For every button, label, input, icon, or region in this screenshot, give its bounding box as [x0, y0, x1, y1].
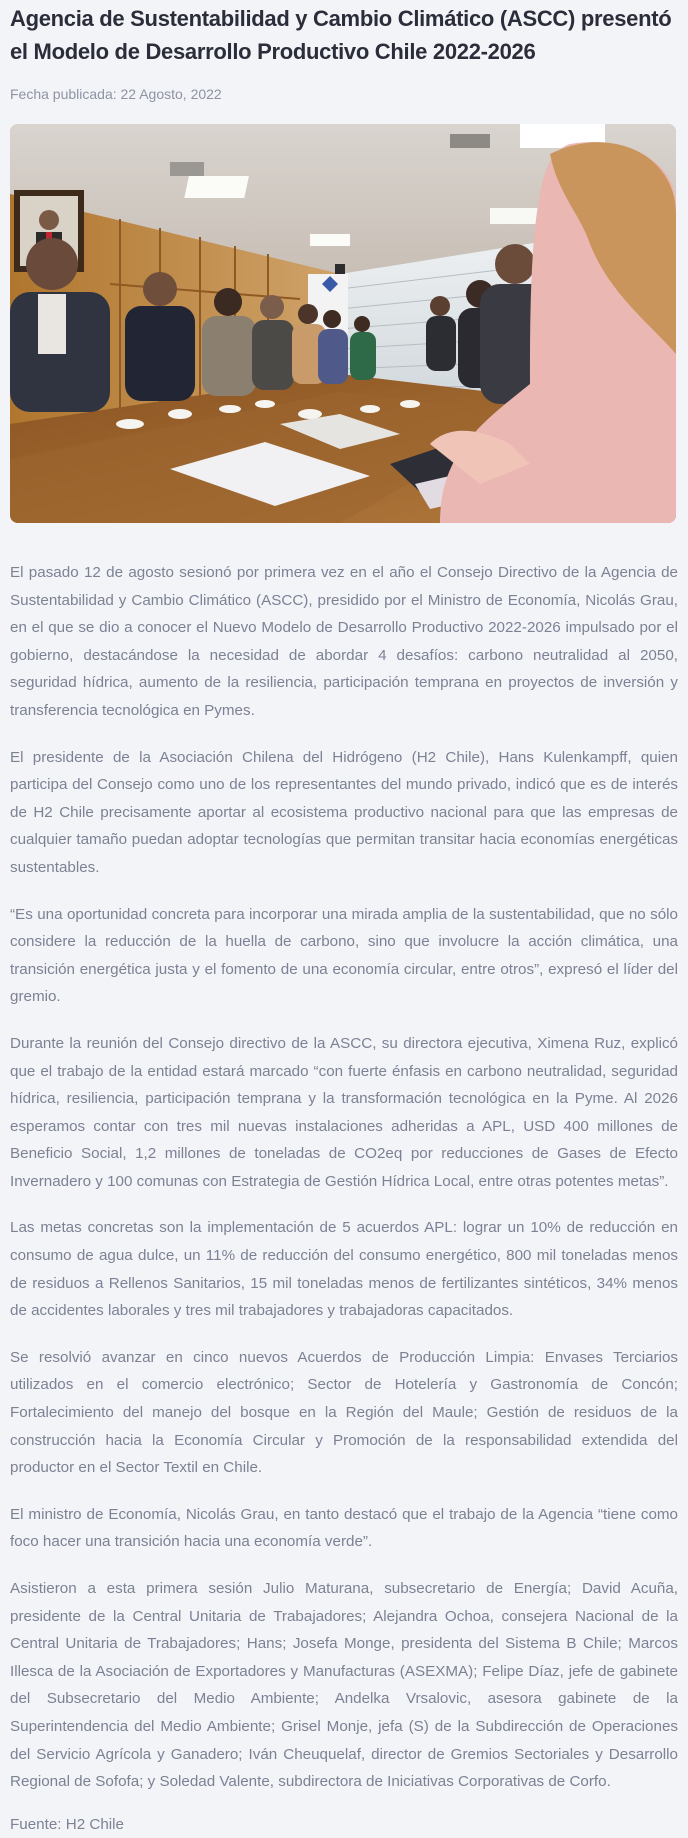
paragraph: Durante la reunión del Consejo directivo de la ASCC, su directora ejecutiva, Ximena Ruz, explicó que el trabajo de la entidad estará marcado “con fuerte énfasis en carbono neutralidad, seguridad hídrica, resiliencia, participación temprana y la transformación tecnológica en la Pyme. Al 2026 esperamos contar con tres mil nuevas instalaciones adheridas a APL, USD 400 millones de Beneficio Social, 1,2 millones de toneladas de CO2eq por reducciones de Gases de Efecto Invernadero y 100 comunas con Estrategia de Gestión Hídrica Local, entre otras potentes metas”.: [10, 1034, 678, 1190]
meeting-room-image: [10, 124, 676, 523]
paragraph: Asistieron a esta primera sesión Julio Maturana, subsecretario de Energía; David Acuña, presidente de la Central Unitaria de Trabajadores; Alejandra Ochoa, consejera Nacional de la Central Unitaria de Trabajadores; Hans; Josefa Monge, presidenta del Sistema B Chile; Marcos Illesca de la Asociación de Exportadores y Manufacturas (ASEXMA); Felipe Díaz, jefe de gabinete del Subsecretario del Medio Ambiente; Andelka Vrsalovic, asesora gabinete de la Superintendencia del Medio Ambiente; Grisel Monje, jefa (S) de la Subdirección de Operaciones del Servicio Agrícola y Ganadero; Iván Cheuquelaf, director de Gremios Sectoriales y Desarrollo Regional de Sofofa; y Soledad Valente, subdirectora de Iniciativas Corporativas de Corfo.: [10, 1580, 678, 1791]
article-body: [10, 559, 678, 1838]
paragraph: Las metas concretas son la implementación de 5 acuerdos APL: lograr un 10% de reducción en consumo de agua dulce, un 11% de reducción del consumo energético, 800 mil toneladas menos de residuos a Rellenos Sanitarios, 15 mil toneladas menos de fertilizantes sintéticos, 34% menos de accidentes laborales y tres mil trabajadores y trabajadoras capacitados.: [10, 1219, 678, 1320]
paragraph: Se resolvió avanzar en cinco nuevos Acuerdos de Producción Limpia: Envases Terciarios utilizados en el comercio electrónico; Sector de Hotelería y Gastronomía de Concón; Fortalecimiento del manejo del bosque en la Región del Maule; Gestión de residuos de la construcción hacia la Economía Circular y Promoción de la responsabilidad extendida del productor en el Sector Textil en Chile.: [10, 1348, 678, 1477]
article-photo: [10, 124, 676, 523]
publish-date: Fecha publicada: 22 Agosto, 2022: [10, 86, 222, 102]
paragraph: El ministro de Economía, Nicolás Grau, en tanto destacó que el trabajo de la Agencia “tiene como foco hacer una transición hacia una economía verde”.: [10, 1505, 678, 1551]
article-source: Fuente: H2 Chile: [10, 1815, 124, 1833]
paragraph: El pasado 12 de agosto sesionó por primera vez en el año el Consejo Directivo de la Agencia de Sustentabilidad y Cambio Climático (ASCC), presidido por el Ministro de Economía, Nicolás Grau, en el que se dio a conocer el Nuevo Modelo de Desarrollo Productivo 2022-2026 impulsado por el gobierno, destacándose la necesidad de abordar 4 desafíos: carbono neutralidad al 2050, seguridad hídrica, aumento de la resiliencia, participación temprana en proyectos de inversión y transferencia tecnológica en Pymes.: [10, 564, 678, 719]
paragraph: “Es una oportunidad concreta para incorporar una mirada amplia de la sustentabilidad, que no sólo considere la reducción de la huella de carbono, sino que involucre la acción climática, una transición energética justa y el fomento de una economía circular, entre otros”, expresó el líder del gremio.: [10, 905, 678, 1006]
article-title: Agencia de Sustentabilidad y Cambio Climático (ASCC) presentó el Modelo de Desarrollo Productivo Chile 2022-2026: [10, 6, 672, 64]
paragraph: El presidente de la Asociación Chilena del Hidrógeno (H2 Chile), Hans Kulenkampff, quien participa del Consejo como uno de los representantes del mundo privado, indicó que es de interés de H2 Chile precisamente aportar al ecosistema productivo nacional para que las empresas de cualquier tamaño puedan adoptar tecnologías que permitan transitar hacia economías energéticas sustentables.: [10, 748, 678, 876]
